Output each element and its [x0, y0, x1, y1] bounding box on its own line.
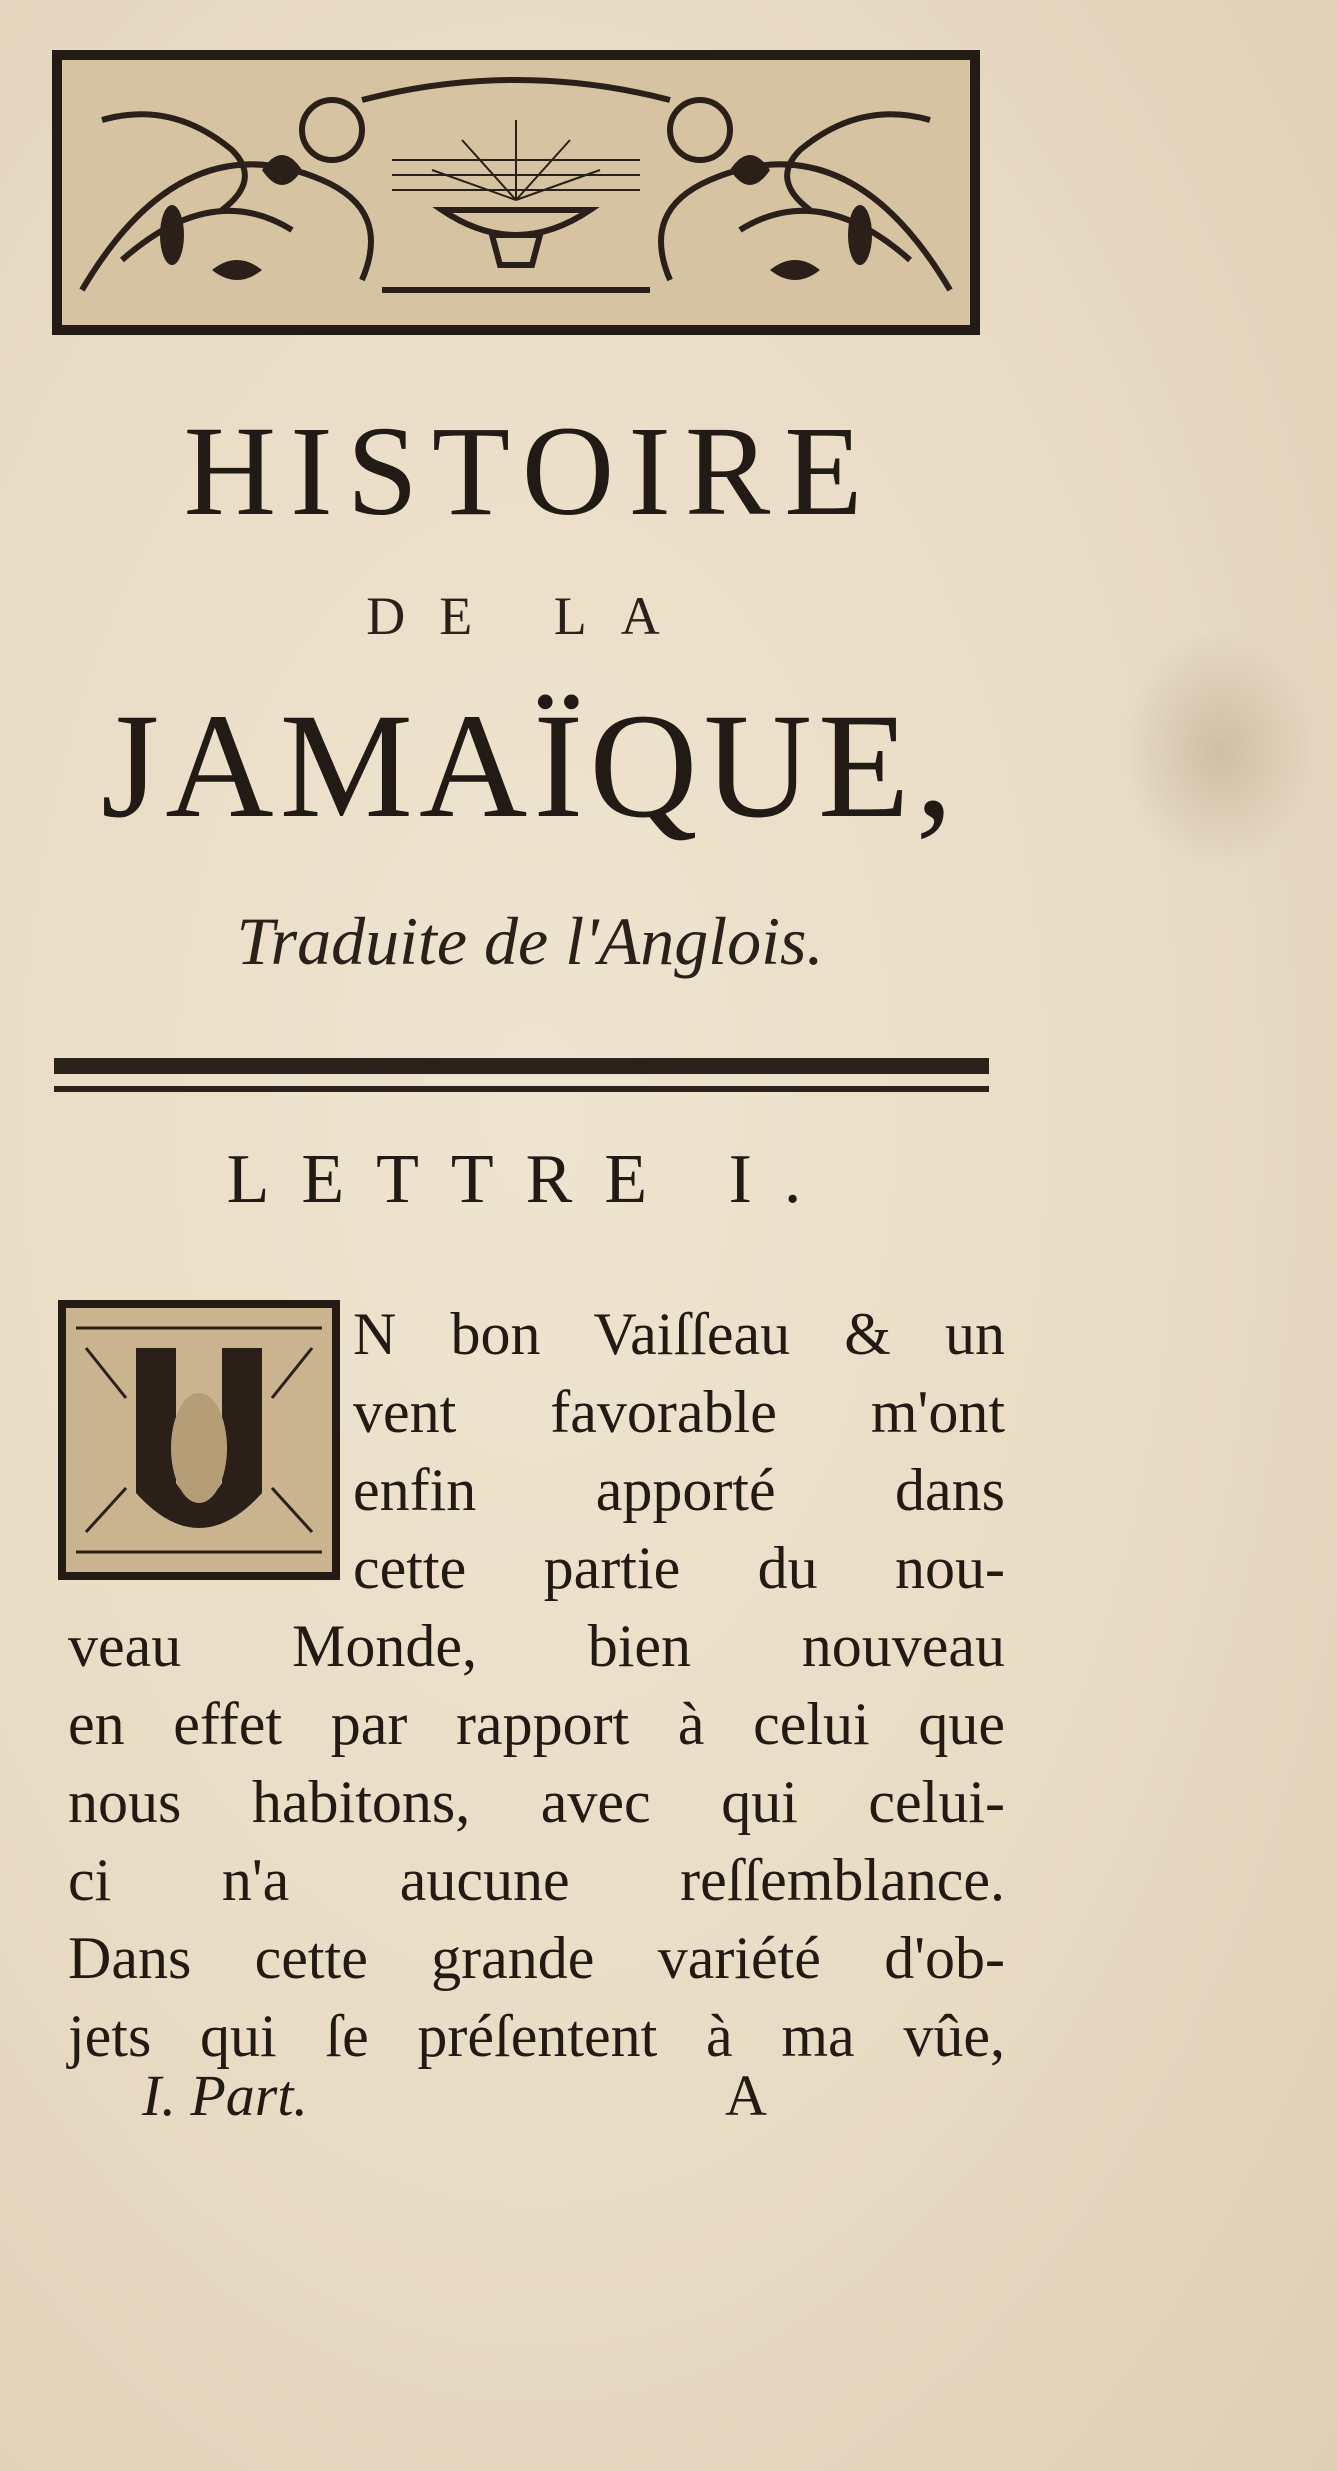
book-title: HISTOIRE	[183, 400, 877, 542]
body-line: en effet par rapport à celui que	[68, 1691, 1005, 1757]
thick-rule	[54, 1058, 989, 1074]
letter-heading: LETTRE I.	[226, 1141, 834, 1218]
ornamental-headpiece	[52, 50, 980, 335]
body-line: nous habitons, avec qui celui-	[68, 1769, 1005, 1835]
paper-stain	[1120, 630, 1320, 870]
body-line: cette partie du nou-	[353, 1535, 1005, 1601]
body-line: ci n'a aucune reſſemblance.	[68, 1847, 1005, 1913]
book-country-title: JAMAÏQUE,	[100, 683, 960, 849]
body-line: enfin apporté dans	[353, 1457, 1005, 1523]
thin-rule	[54, 1086, 989, 1092]
body-line: jets qui ſe préſentent à ma vûe,	[68, 2003, 1005, 2069]
gathering-letter: A	[725, 2063, 767, 2128]
body-line: veau Monde, bien nouveau	[68, 1613, 1005, 1679]
body-line: N bon Vaiſſeau & un	[353, 1301, 1005, 1367]
body-line: Dans cette grande variété d'ob-	[68, 1925, 1005, 1991]
translation-note: Traduite de l'Anglois.	[236, 903, 824, 979]
body-line: vent favorable m'ont	[353, 1379, 1005, 1445]
signature-mark: I. Part.	[142, 2063, 308, 2128]
ornamental-initial-u	[58, 1300, 340, 1580]
book-subtitle: DE LA	[366, 586, 694, 646]
